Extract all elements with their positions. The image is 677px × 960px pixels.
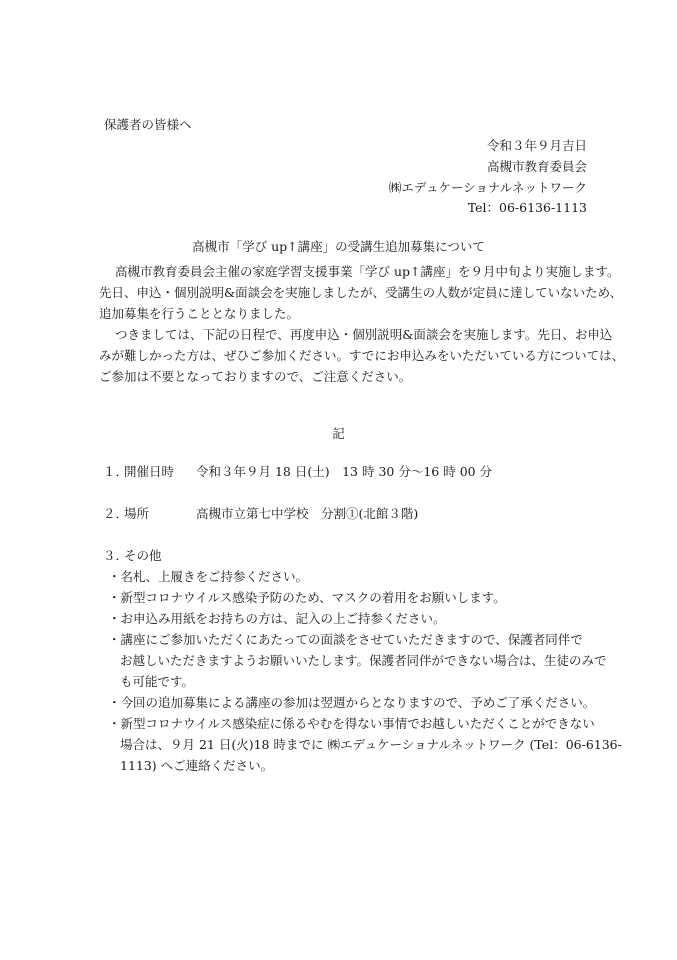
body-line: 追加募集を行うこととなりました。 bbox=[99, 306, 300, 321]
ki-heading: 記 bbox=[332, 426, 345, 441]
item-value: 令和３年９月 18 日(土) 13 時 30 分～16 時 00 分 bbox=[196, 464, 493, 479]
item-number: １． bbox=[103, 464, 129, 479]
addressee: 保護者の皆様へ bbox=[104, 117, 192, 132]
note-line: ・今回の追加募集による講座の参加は翌週からとなりますので、予めご了承ください。 bbox=[108, 695, 596, 710]
note-line: ・お申込み用紙をお持ちの方は、記入の上ご持参ください。 bbox=[108, 611, 446, 626]
date: 令和３年９月吉日 bbox=[486, 138, 587, 153]
item-value: 高槻市立第七中学校 分割①(北館３階) bbox=[196, 506, 419, 521]
body-line: ご参加は不要となっておりますので、ご注意ください。 bbox=[99, 369, 412, 384]
note-line: お越しいただきますようお願いいたします。保護者同伴ができない場合は、生徒のみで bbox=[120, 653, 607, 668]
body-line: みが難しかった方は、ぜひご参加ください。すでにお申込みをいただいている方については、 bbox=[99, 348, 625, 363]
sender-tel: Tel：06-6136-1113 bbox=[467, 200, 587, 215]
sender-company: ㈱エデュケーショナルネットワーク bbox=[388, 180, 587, 195]
item-label: 場所 bbox=[124, 506, 150, 521]
body-line: 高槻市教育委員会主催の家庭学習支援事業「学び up↑講座」を９月中旬より実施します。 bbox=[115, 264, 620, 279]
note-line: も可能です。 bbox=[120, 674, 195, 689]
letter-title: 高槻市「学び up↑講座」の受講生追加募集について bbox=[192, 239, 485, 254]
note-line: ・講座にご参加いただくにあたっての面談をさせていただきますので、保護者同伴で bbox=[108, 632, 583, 647]
item-number: ２． bbox=[103, 506, 129, 521]
note-line: 場合は、９月 21 日(火)18 時までに ㈱エデュケーショナルネットワーク (Tel：06-6136- bbox=[120, 737, 622, 752]
sender-board: 高槻市教育委員会 bbox=[486, 159, 587, 174]
note-line: ・新型コロナウイルス感染症に係るやむを得ない事情でお越しいただくことができない bbox=[108, 716, 595, 731]
item-number: ３． bbox=[103, 548, 129, 563]
note-line: ・名札、上履きをご持参ください。 bbox=[108, 569, 309, 584]
body-line: 先日、申込・個別説明&面談会を実施しましたが、受講生の人数が定員に達していないため、 bbox=[99, 285, 623, 300]
body-line: つきましては、下記の日程で、再度申込・個別説明&面談会を実施します。先日、お申込 bbox=[115, 327, 613, 342]
item-label: その他 bbox=[124, 548, 162, 563]
item-label: 開催日時 bbox=[124, 464, 175, 479]
note-line: 1113) へご連絡ください。 bbox=[120, 758, 274, 773]
note-line: ・新型コロナウイルス感染予防のため、マスクの着用をお願いします。 bbox=[108, 590, 506, 605]
